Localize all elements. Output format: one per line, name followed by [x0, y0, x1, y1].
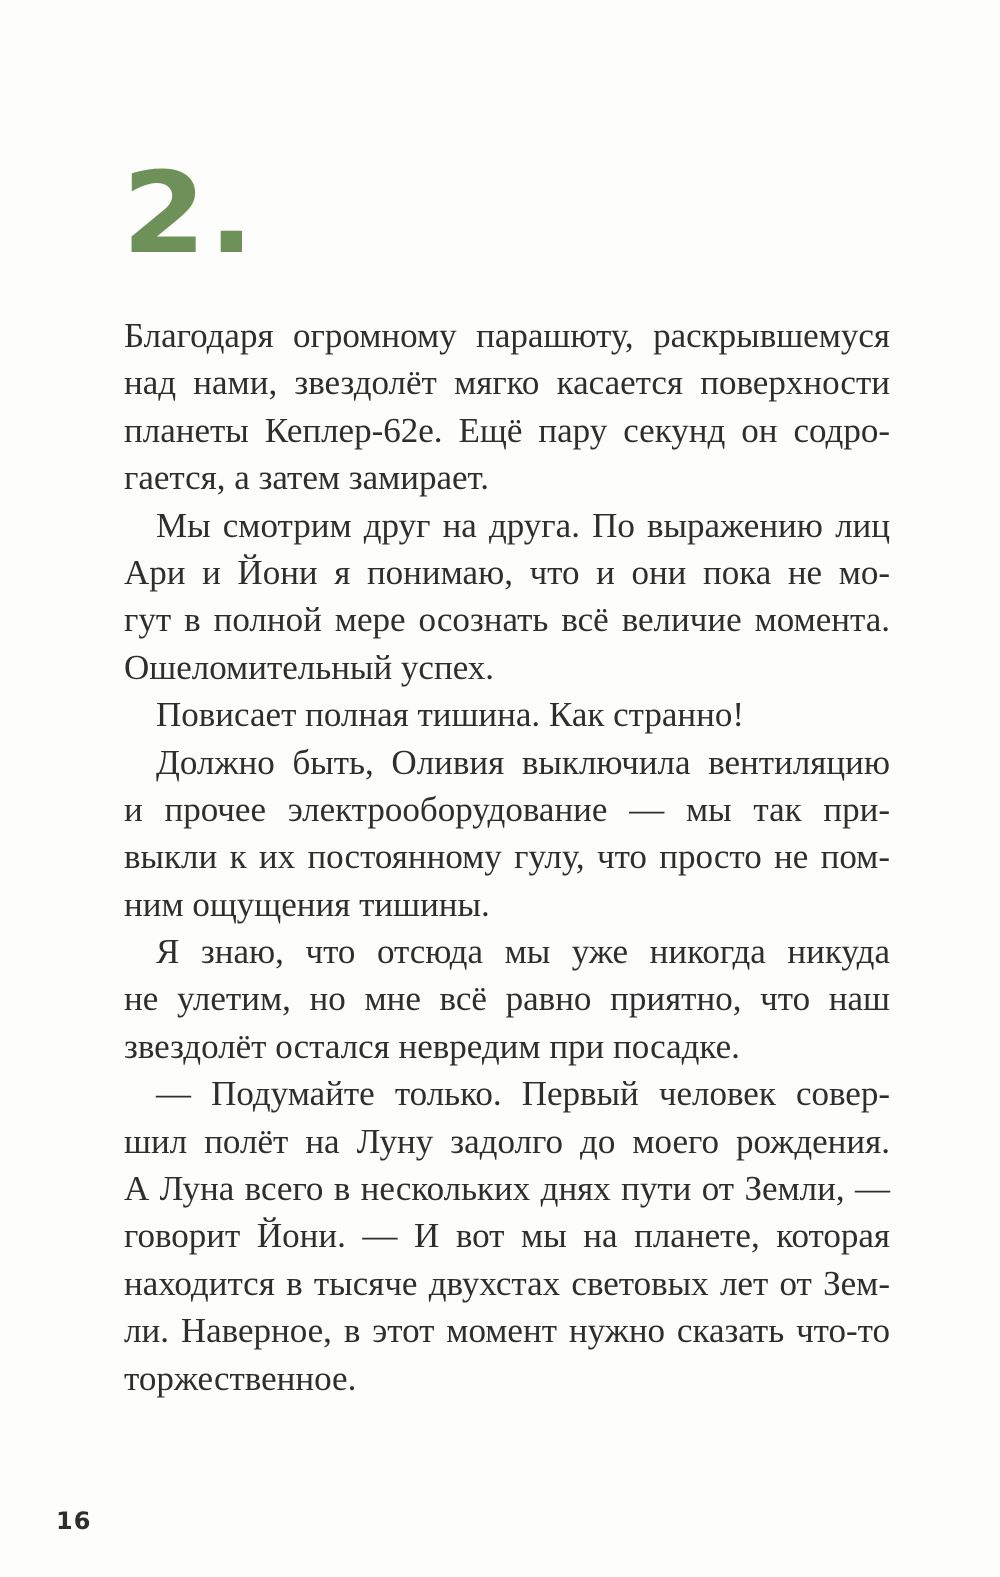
text-line: шил полёт на Луну задолго до моего рождения. [124, 1121, 890, 1161]
paragraph [124, 1070, 890, 1402]
text-line: планеты Кеплер-62е. Ещё пару секунд он содро- [124, 410, 890, 450]
paragraph [124, 739, 890, 929]
text-line: Повисает полная тишина. Как странно! [156, 695, 745, 735]
text-line: Ари и Йони я понимаю, что и они пока не мо- [124, 552, 890, 592]
text-line: находится в тысяче двухстах световых лет от Зем- [124, 1263, 890, 1303]
text-line: гут в полной мере осознать всё величие момента. [124, 600, 890, 640]
text-line: Мы смотрим друг на друга. По выражению лиц [156, 505, 890, 545]
text-line: гается, а затем замирает. [124, 458, 489, 498]
text-line: над нами, звездолёт мягко касается поверхности [124, 363, 890, 403]
text-line: Я знаю, что отсюда мы уже никогда никуда [156, 932, 890, 972]
paragraph [124, 502, 890, 692]
text-line: торжественное. [124, 1358, 357, 1398]
text-line: ли. Наверное, в этот момент нужно сказать что-то [124, 1311, 890, 1351]
text-line: звездолёт остался невредим при посадке. [124, 1026, 740, 1066]
text-line: ним ощущения тишины. [124, 884, 490, 924]
text-line: и прочее электрооборудование — мы так при- [124, 789, 890, 829]
text-line: выкли к их постоянному гулу, что просто не пом- [124, 837, 890, 877]
page-number: 16 [56, 1507, 92, 1535]
paragraph [124, 312, 890, 502]
text-line: Ошеломительный успех. [124, 647, 495, 687]
chapter-number: 2. [122, 149, 257, 279]
text-line: — Подумайте только. Первый человек совер- [156, 1074, 890, 1114]
text-line: говорит Йони. — И вот мы на планете, которая [124, 1216, 890, 1256]
chapter-body [124, 312, 890, 1402]
paragraph [124, 928, 890, 1070]
text-line: не улетим, но мне всё равно приятно, что наш [124, 979, 890, 1019]
text-line: Должно быть, Оливия выключила вентиляцию [156, 742, 890, 782]
paragraph [124, 691, 890, 738]
text-line: Благодаря огромному парашюту, раскрывшемуся [124, 316, 890, 355]
text-line: А Луна всего в нескольких днях пути от Земли, — [124, 1169, 890, 1209]
